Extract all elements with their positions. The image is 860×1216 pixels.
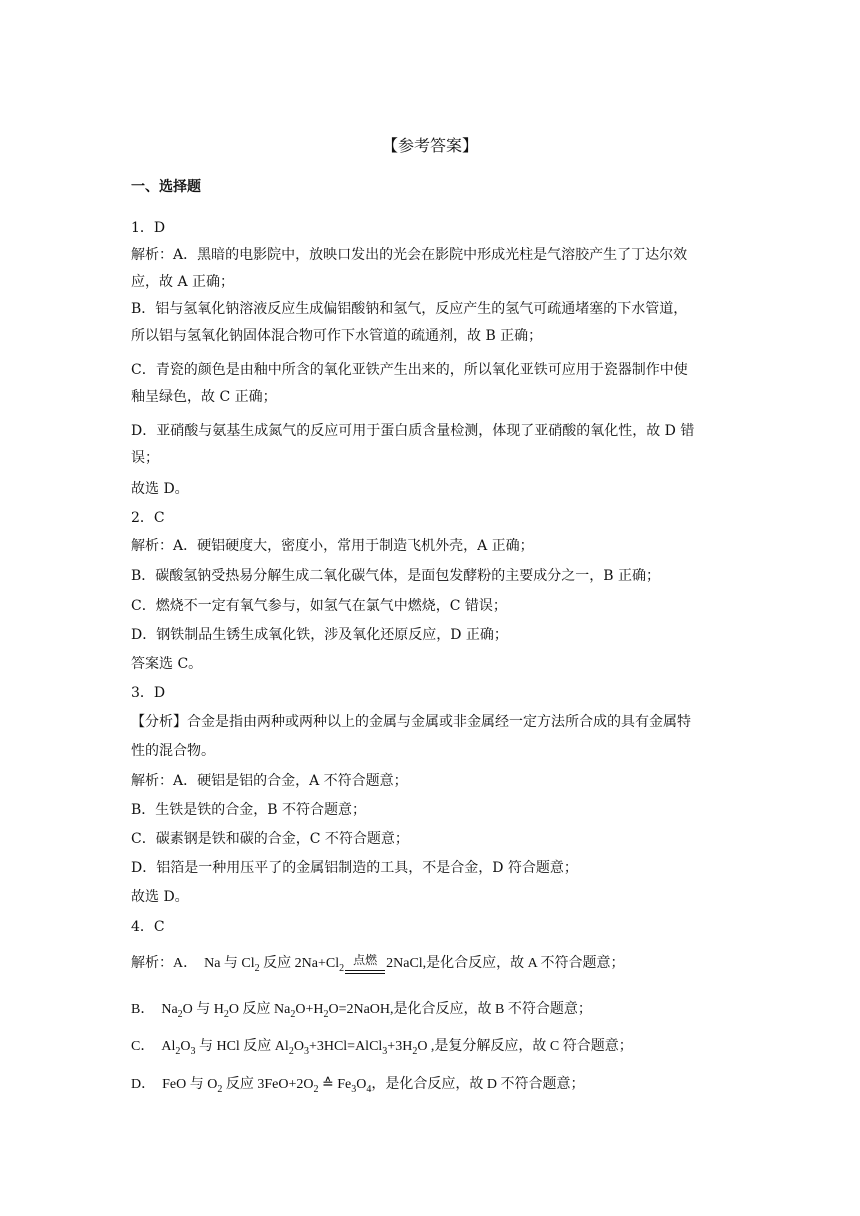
reaction-arrow: 点燃: [345, 962, 385, 979]
q1-line: 误；: [131, 450, 159, 466]
q3-conclusion: 故选 D。: [131, 889, 189, 905]
q1-line: D．亚硝酸与氨基生成氮气的反应可用于蛋白质含量检测，体现了亚硝酸的氧化性，故 D 错: [131, 423, 695, 439]
q3-line: 性的混合物。: [131, 743, 215, 759]
q1-line: 应，故 A 正确；: [131, 274, 235, 290]
q2-conclusion: 答案选 C。: [131, 656, 203, 672]
q2-line: 解析：A．硬铝硬度大，密度小，常用于制造飞机外壳，A 正确；: [131, 538, 534, 554]
section-heading: 一、选择题: [131, 179, 201, 195]
q4-option-a: 解析：A． Na 与 $Cl_2$ 反应 $2Na+Cl_2$ 点燃 2NaCl,是化合反应，故 A 不符合题意；: [131, 954, 751, 979]
q3-line: C．碳素钢是铁和碳的合金，C 不符合题意；: [131, 831, 409, 847]
q1-line: 所以铝与氢氧化钠固体混合物可作下水管道的疏通剂，故 B 正确；: [131, 328, 543, 344]
q3-line: B．生铁是铁的合金，B 不符合题意；: [131, 802, 367, 818]
q3-number: 3．D: [131, 685, 166, 701]
q2-line: C．燃烧不一定有氧气参与，如氢气在氯气中燃烧，C 错误；: [131, 598, 507, 614]
q2-number: 2．C: [131, 510, 165, 526]
q3-line: D．铝箔是一种用压平了的金属铝制造的工具，不是合金，D 符合题意；: [131, 860, 578, 876]
q3-line: 【分析】合金是指由两种或两种以上的金属与金属或非金属经一定方法所合成的具有金属特: [131, 714, 691, 730]
q2-line: B．碳酸氢钠受热易分解生成二氧化碳气体，是面包发酵粉的主要成分之一，B 正确；: [131, 568, 661, 584]
q1-line: B．铝与氢氧化钠溶液反应生成偏铝酸钠和氢气，反应产生的氢气可疏通堵塞的下水管道，: [131, 301, 688, 317]
q1-conclusion: 故选 D。: [131, 481, 189, 497]
q1-line: 解析：A．黑暗的电影院中，放映口发出的光会在影院中形成光柱是气溶胶产生了丁达尔效: [131, 247, 688, 263]
q1-line: 釉呈绿色，故 C 正确；: [131, 389, 277, 405]
q3-line: 解析：A．硬铝是铝的合金，A 不符合题意；: [131, 773, 408, 789]
q4-option-d: D． FeO 与 $O_2$ 反应 $3FeO+2O_2$ ≙ $Fe_3O_4$，是化合反应，故 D 不符合题意；: [131, 1077, 585, 1095]
q4-number: 4．C: [131, 919, 165, 935]
q2-line: D．钢铁制品生锈生成氧化铁，涉及氧化还原反应，D 正确；: [131, 627, 508, 643]
q1-number: 1．D: [131, 220, 166, 236]
q1-line: C．青瓷的颜色是由釉中所含的氧化亚铁产生出来的，所以氧化亚铁可应用于瓷器制作中使: [131, 362, 688, 378]
q4-option-c: C． $Al_2O_3$ 与 HCl 反应 $Al_2O_3+3HCl=AlCl_3+3H_2O$ ,是复分解反应，故 C 符合题意；: [131, 1039, 633, 1057]
q4-option-b: B． $Na_2O$ 与 $H_2O$ 反应 $Na_2O+H_2O=2NaOH$,是化合反应，故 B 不符合题意；: [131, 1002, 592, 1020]
page-title: 【参考答案】: [381, 136, 478, 155]
